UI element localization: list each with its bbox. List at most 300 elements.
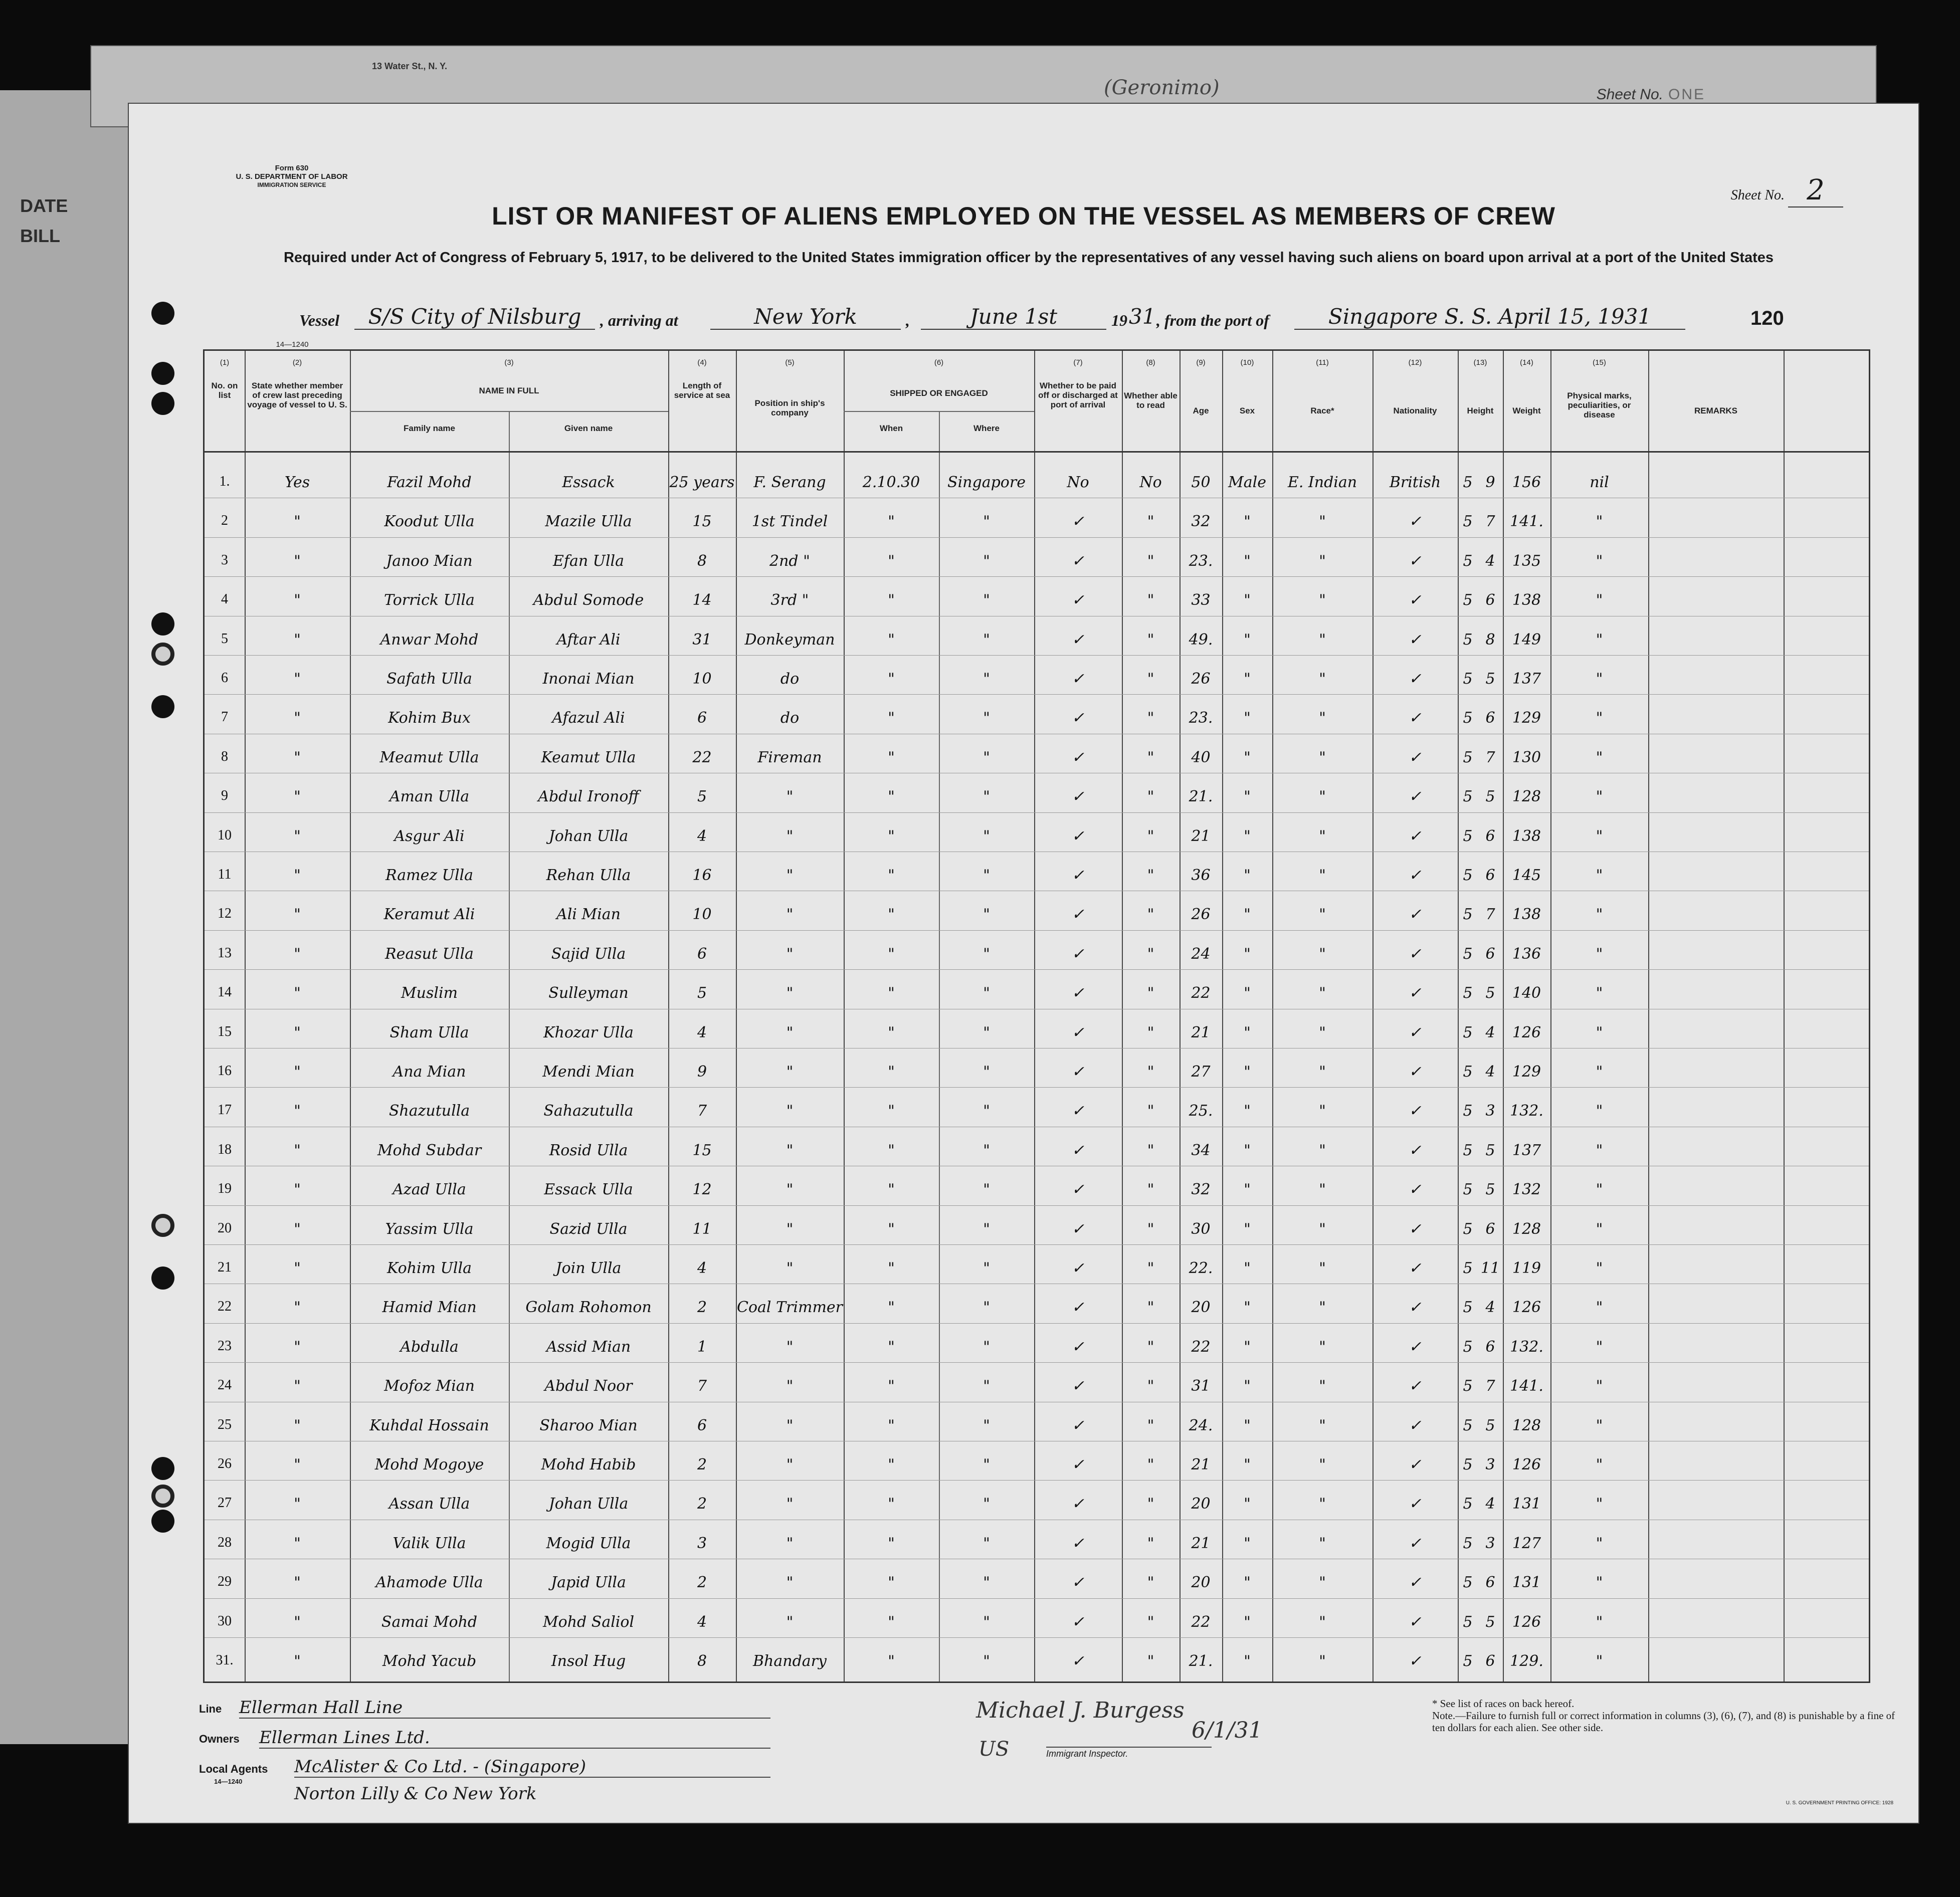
cell-no: 25 (218, 1416, 232, 1432)
cell-hin: 5 (1485, 670, 1495, 688)
cell-prev: " (294, 945, 301, 963)
cell-no: 2 (221, 513, 228, 529)
cell-service: 5 (697, 984, 707, 1002)
column-header-c14: Weight (1512, 406, 1541, 415)
table-row (205, 1559, 1869, 1598)
cell-marks: " (1596, 1102, 1603, 1120)
side-sheet-text-bill: BILL (20, 226, 60, 246)
form-identifier (229, 164, 354, 189)
cell-race: " (1319, 945, 1326, 963)
cell-hin: 4 (1485, 1023, 1495, 1041)
cell-service: 11 (692, 1220, 712, 1238)
cell-paid: ✓ (1071, 1220, 1085, 1238)
cell-weight: 138 (1512, 591, 1541, 609)
cell-service: 22 (692, 748, 712, 766)
cell-paid: ✓ (1071, 867, 1085, 884)
cell-given: Japid Ulla (551, 1574, 626, 1592)
cell-family: Torrick Ulla (384, 591, 475, 609)
table-row (205, 576, 1869, 615)
cell-no: 17 (218, 1102, 232, 1118)
cell-hft: 5 (1463, 1534, 1473, 1552)
cell-weight: 145 (1512, 867, 1541, 884)
cell-position: 3rd " (770, 591, 809, 609)
table-row (205, 734, 1869, 773)
cell-prev: " (294, 984, 301, 1002)
cell-age: 22 (1191, 1613, 1211, 1631)
cell-position: " (786, 1181, 794, 1199)
service-name: IMMIGRATION SERVICE (257, 181, 326, 188)
cell-weight: 156 (1512, 474, 1541, 491)
cell-given: Aftar Ali (556, 630, 621, 649)
cell-marks: " (1596, 1495, 1603, 1513)
column-header-c2_num: (2) (292, 358, 302, 367)
column-header-c8_num: (8) (1146, 358, 1155, 367)
cell-read: " (1147, 1652, 1154, 1670)
cell-paid: ✓ (1071, 1259, 1085, 1277)
cell-hin: 6 (1485, 709, 1495, 727)
cell-paid: ✓ (1071, 1141, 1085, 1159)
cell-nat: ✓ (1409, 1338, 1422, 1356)
cell-given: Mazile Ulla (545, 513, 632, 531)
cell-race: " (1319, 1102, 1326, 1120)
cell-given: Sharoo Mian (539, 1416, 638, 1434)
cell-weight: 126 (1512, 1456, 1541, 1473)
vessel-line: Vessel S/S City of Nilsburg , arriving at New York , June 1st 19 31 , from the port of Singapore S. S. April 15, 1931 120 (299, 304, 1784, 329)
underlying-sheet-left (0, 90, 145, 1744)
cell-when: " (888, 1495, 895, 1513)
back-sheet-number (1597, 86, 1705, 103)
cell-race: " (1319, 906, 1326, 924)
cell-where: " (983, 591, 990, 609)
cell-prev: " (294, 1574, 301, 1592)
cell-paid: ✓ (1071, 591, 1085, 609)
cell-nat: ✓ (1409, 1220, 1422, 1238)
cell-position: " (786, 906, 794, 924)
cell-given: Join Ulla (555, 1259, 622, 1277)
sheet-number-value: 2 (1788, 174, 1843, 207)
cell-read: " (1147, 1495, 1154, 1513)
cell-age: 26 (1191, 906, 1211, 924)
cell-family: Samai Mohd (381, 1613, 478, 1631)
cell-given: Abdul Ironoff (538, 788, 639, 806)
cell-hft: 5 (1463, 984, 1473, 1002)
cell-when: " (888, 867, 895, 884)
cell-prev: " (294, 1299, 301, 1317)
cell-prev: " (294, 748, 301, 766)
cell-weight: 128 (1512, 1416, 1541, 1434)
cell-when: " (888, 1023, 895, 1041)
cell-family: Abdulla (400, 1338, 459, 1356)
agents-value-2: Norton Lilly & Co New York (294, 1784, 537, 1804)
cell-service: 1 (697, 1338, 707, 1356)
cell-no: 5 (221, 630, 228, 647)
column-header-c4_num: (4) (697, 358, 707, 367)
table-row (205, 930, 1869, 969)
table-row (205, 498, 1869, 537)
cell-race: " (1319, 709, 1326, 727)
table-row (205, 891, 1869, 930)
cell-read: " (1147, 1141, 1154, 1159)
cell-position: " (786, 1534, 794, 1552)
column-header-c12: Nationality (1393, 406, 1437, 415)
cell-when: " (888, 984, 895, 1002)
cell-sex: " (1244, 513, 1251, 531)
cell-sex: " (1244, 1063, 1251, 1081)
cell-marks: " (1596, 591, 1603, 609)
cell-marks: " (1596, 945, 1603, 963)
cell-given: Efan Ulla (552, 552, 625, 570)
cell-prev: " (294, 1652, 301, 1670)
cell-when: " (888, 630, 895, 649)
cell-read: " (1147, 867, 1154, 884)
cell-read: " (1147, 1534, 1154, 1552)
cell-marks: " (1596, 788, 1603, 806)
cell-family: Mohd Subdar (377, 1141, 482, 1159)
column-header-c1: No. on list (211, 381, 238, 400)
cell-position: " (786, 1063, 794, 1081)
column-header-c6: SHIPPED OR ENGAGED (890, 388, 988, 398)
cell-position: " (786, 984, 794, 1002)
column-header-c13_num: (13) (1473, 358, 1487, 367)
cell-prev: " (294, 1023, 301, 1041)
cell-given: Sazid Ulla (549, 1220, 628, 1238)
cell-where: " (983, 1574, 990, 1592)
cell-family: Reasut Ulla (385, 945, 474, 963)
cell-where: " (983, 630, 990, 649)
cell-weight: 127 (1512, 1534, 1541, 1552)
cell-read: " (1147, 748, 1154, 766)
cell-service: 15 (692, 513, 712, 531)
cell-race: " (1319, 1377, 1326, 1395)
cell-position: " (786, 945, 794, 963)
cell-marks: nil (1590, 474, 1609, 491)
cell-given: Johan Ulla (548, 827, 629, 845)
cell-marks: " (1596, 1338, 1603, 1356)
cell-marks: " (1596, 1181, 1603, 1199)
cell-paid: ✓ (1071, 984, 1085, 1002)
cell-when: " (888, 1102, 895, 1120)
cell-read: " (1147, 670, 1154, 688)
cell-service: 9 (697, 1063, 707, 1081)
from-label: , from the port of (1156, 311, 1269, 329)
cell-hin: 9 (1485, 474, 1495, 491)
cell-marks: " (1596, 1416, 1603, 1434)
cell-race: " (1319, 1416, 1326, 1434)
cell-family: Muslim (401, 984, 458, 1002)
cell-hin: 3 (1485, 1102, 1495, 1120)
cell-age: 21. (1189, 788, 1213, 806)
cell-family: Janoo Mian (386, 552, 473, 570)
cell-race: " (1319, 1181, 1326, 1199)
cell-age: 24 (1191, 945, 1211, 963)
cell-marks: " (1596, 1220, 1603, 1238)
cell-when: " (888, 670, 895, 688)
cell-family: Mofoz Mian (384, 1377, 475, 1395)
column-header-tiny: 14—1240 (276, 340, 309, 349)
cell-sex: " (1244, 591, 1251, 609)
cell-weight: 136 (1512, 945, 1541, 963)
cell-nat: ✓ (1409, 1259, 1422, 1277)
cell-hft: 5 (1463, 1416, 1473, 1434)
cell-hft: 5 (1463, 709, 1473, 727)
cell-hin: 6 (1485, 1220, 1495, 1238)
department-name: U. S. DEPARTMENT OF LABOR (236, 172, 348, 181)
cell-when: " (888, 1338, 895, 1356)
cell-paid: ✓ (1071, 1456, 1085, 1473)
cell-hin: 4 (1485, 1495, 1495, 1513)
cell-prev: " (294, 630, 301, 649)
cell-age: 26 (1191, 670, 1211, 688)
cell-read: " (1147, 1220, 1154, 1238)
cell-hft: 5 (1463, 513, 1473, 531)
cell-when: " (888, 945, 895, 963)
cell-prev: " (294, 552, 301, 570)
cell-sex: " (1244, 984, 1251, 1002)
cell-nat: ✓ (1409, 591, 1422, 609)
cell-hft: 5 (1463, 827, 1473, 845)
cell-sex: " (1244, 1299, 1251, 1317)
cell-nat: ✓ (1409, 788, 1422, 806)
cell-no: 1. (219, 474, 230, 489)
cell-position: " (786, 1023, 794, 1041)
cell-position: " (786, 1102, 794, 1120)
inspection-date: 6/1/31 (1192, 1718, 1263, 1743)
cell-position: do (780, 709, 800, 727)
cell-no: 20 (218, 1220, 232, 1236)
cell-no: 29 (218, 1574, 232, 1590)
cell-given: Insol Hug (551, 1652, 626, 1670)
cell-paid: ✓ (1071, 513, 1085, 531)
cell-position: " (786, 1141, 794, 1159)
cell-age: 40 (1191, 748, 1211, 766)
cell-position: " (786, 1259, 794, 1277)
cell-hft: 5 (1463, 1495, 1473, 1513)
column-header-c14_num: (14) (1520, 358, 1533, 367)
inspector-signature: Michael J. Burgess (976, 1698, 1185, 1723)
cell-age: 24. (1189, 1416, 1213, 1434)
cell-age: 21 (1191, 1534, 1211, 1552)
cell-when: " (888, 788, 895, 806)
cell-position: Fireman (757, 748, 822, 766)
cell-given: Khozar Ulla (543, 1023, 634, 1041)
cell-when: " (888, 591, 895, 609)
cell-where: " (983, 1416, 990, 1434)
cell-no: 19 (218, 1181, 232, 1197)
punch-hole (151, 302, 174, 325)
cell-hin: 4 (1485, 552, 1495, 570)
cell-position: " (786, 867, 794, 884)
punch-hole (151, 1267, 174, 1290)
cell-service: 10 (692, 670, 712, 688)
cell-where: " (983, 867, 990, 884)
cell-family: Kohim Ulla (387, 1259, 472, 1277)
sheet-number-label: Sheet No. (1730, 187, 1785, 203)
cell-no: 13 (218, 945, 232, 961)
form-number: Form 630 (275, 164, 309, 172)
cell-hft: 5 (1463, 1141, 1473, 1159)
cell-no: 21 (218, 1259, 232, 1275)
cell-race: " (1319, 1299, 1326, 1317)
race-note: * See list of races on back hereof. (1432, 1698, 1575, 1710)
column-header-c12_num: (12) (1408, 358, 1422, 367)
cell-no: 27 (218, 1495, 232, 1511)
cell-no: 18 (218, 1141, 232, 1157)
cell-weight: 129 (1512, 709, 1541, 727)
cell-weight: 137 (1512, 1141, 1541, 1159)
cell-weight: 126 (1512, 1299, 1541, 1317)
cell-sex: Male (1228, 474, 1266, 491)
cell-when: " (888, 1220, 895, 1238)
cell-hft: 5 (1463, 1102, 1473, 1120)
cell-marks: " (1596, 630, 1603, 649)
manifest-page (128, 103, 1919, 1824)
cell-hin: 3 (1485, 1456, 1495, 1473)
cell-prev: " (294, 1377, 301, 1395)
cell-nat: ✓ (1409, 552, 1422, 570)
cell-when: " (888, 1181, 895, 1199)
cell-marks: " (1596, 1456, 1603, 1473)
cell-given: Assid Mian (546, 1338, 631, 1356)
cell-when: " (888, 709, 895, 727)
cell-race: " (1319, 630, 1326, 649)
cell-age: 21 (1191, 1023, 1211, 1041)
cell-when: " (888, 1299, 895, 1317)
cell-given: Keamut Ulla (541, 748, 636, 766)
cell-age: 22 (1191, 1338, 1211, 1356)
cell-where: " (983, 1181, 990, 1199)
cell-where: Singapore (947, 474, 1026, 491)
cell-prev: " (294, 1259, 301, 1277)
cell-where: " (983, 1220, 990, 1238)
cell-where: " (983, 1141, 990, 1159)
cell-hft: 5 (1463, 906, 1473, 924)
cell-paid: ✓ (1071, 1652, 1085, 1670)
column-header-remarks: REMARKS (1694, 406, 1737, 415)
cell-read: " (1147, 1181, 1154, 1199)
cell-family: Keramut Ali (383, 906, 475, 924)
cell-hft: 5 (1463, 1220, 1473, 1238)
cell-prev: " (294, 827, 301, 845)
cell-position: F. Serang (753, 474, 826, 491)
crew-manifest-table (203, 340, 1870, 1683)
cell-nat: ✓ (1409, 1181, 1422, 1199)
handwritten-stamp: (Geronimo) (1104, 76, 1220, 99)
cell-hft: 5 (1463, 788, 1473, 806)
cell-age: 22 (1191, 984, 1211, 1002)
column-header-c15_num: (15) (1593, 358, 1606, 367)
column-header-c5: Position in ship's company (754, 398, 825, 417)
printer-address: 13 Water St., N. Y. (372, 61, 448, 71)
cell-no: 3 (221, 552, 228, 568)
cell-marks: " (1596, 1063, 1603, 1081)
cell-read: " (1147, 827, 1154, 845)
column-header-c9: Age (1193, 406, 1209, 415)
cell-weight: 137 (1512, 670, 1541, 688)
column-header-c6a: When (879, 424, 903, 433)
punch-hole (151, 1457, 174, 1480)
cell-sex: " (1244, 827, 1251, 845)
cell-when: " (888, 1613, 895, 1631)
table-row (205, 1087, 1869, 1126)
column-header-c10_num: (10) (1240, 358, 1254, 367)
cell-paid: ✓ (1071, 552, 1085, 570)
cell-age: 21 (1191, 827, 1211, 845)
cell-no: 10 (218, 827, 232, 843)
cell-given: Mendi Mian (542, 1063, 635, 1081)
column-header-c15: Physical marks, peculiarities, or disease (1567, 391, 1632, 419)
cell-marks: " (1596, 1574, 1603, 1592)
column-header-c13: Height (1467, 406, 1494, 415)
cell-family: Sham Ulla (389, 1023, 469, 1041)
cell-hft: 5 (1463, 945, 1473, 963)
cell-prev: " (294, 1613, 301, 1631)
cell-family: Aman Ulla (389, 788, 470, 806)
cell-service: 4 (697, 1259, 707, 1277)
cell-nat: ✓ (1409, 513, 1422, 531)
cell-service: 5 (697, 788, 707, 806)
cell-hin: 6 (1485, 945, 1495, 963)
cell-hin: 11 (1480, 1259, 1500, 1277)
cell-race: " (1319, 827, 1326, 845)
cell-prev: " (294, 906, 301, 924)
cell-marks: " (1596, 984, 1603, 1002)
cell-given: Essack (562, 474, 615, 491)
table-row (205, 537, 1869, 576)
column-header-c3_num: (3) (504, 358, 514, 367)
cell-nat: ✓ (1409, 827, 1422, 845)
column-header-c3b: Given name (564, 424, 613, 433)
cell-when: " (888, 1416, 895, 1434)
cell-weight: 129 (1512, 1063, 1541, 1081)
cell-marks: " (1596, 1023, 1603, 1041)
cell-marks: " (1596, 1141, 1603, 1159)
table-row (205, 1048, 1869, 1087)
cell-prev: " (294, 788, 301, 806)
table-row (205, 969, 1869, 1008)
cell-paid: ✓ (1071, 1102, 1085, 1120)
cell-race: " (1319, 1023, 1326, 1041)
table-row (205, 1520, 1869, 1559)
owners-label: Owners (199, 1733, 240, 1745)
cell-read: " (1147, 513, 1154, 531)
table-row (205, 1244, 1869, 1284)
penalty-note: Note.—Failure to furnish full or correct information in columns (3), (6), (7), and (8) is punishable by a fine of ten dollars for each alien. See other side. (1432, 1710, 1895, 1734)
column-header-c6b: Where (973, 424, 1000, 433)
table-row (205, 616, 1869, 655)
column-header-c9_num: (9) (1196, 358, 1206, 367)
cell-given: Afazul Ali (552, 709, 625, 727)
cell-where: " (983, 788, 990, 806)
cell-given: Abdul Somode (533, 591, 644, 609)
cell-when: " (888, 552, 895, 570)
vessel-label: Vessel (299, 311, 339, 329)
cell-sex: " (1244, 1023, 1251, 1041)
cell-prev: " (294, 1220, 301, 1238)
cell-position: 2nd " (769, 552, 810, 570)
cell-position: " (786, 1495, 794, 1513)
table-row (205, 812, 1869, 852)
cell-service: 16 (692, 867, 712, 884)
cell-nat: ✓ (1409, 1063, 1422, 1081)
cell-nat: ✓ (1409, 1613, 1422, 1631)
cell-weight: 126 (1512, 1613, 1541, 1631)
cell-nat: ✓ (1409, 1102, 1422, 1120)
cell-position: " (786, 827, 794, 845)
cell-hft: 5 (1463, 1456, 1473, 1473)
line-value: Ellerman Hall Line (239, 1698, 770, 1719)
cell-paid: ✓ (1071, 709, 1085, 727)
cell-no: 6 (221, 670, 228, 686)
